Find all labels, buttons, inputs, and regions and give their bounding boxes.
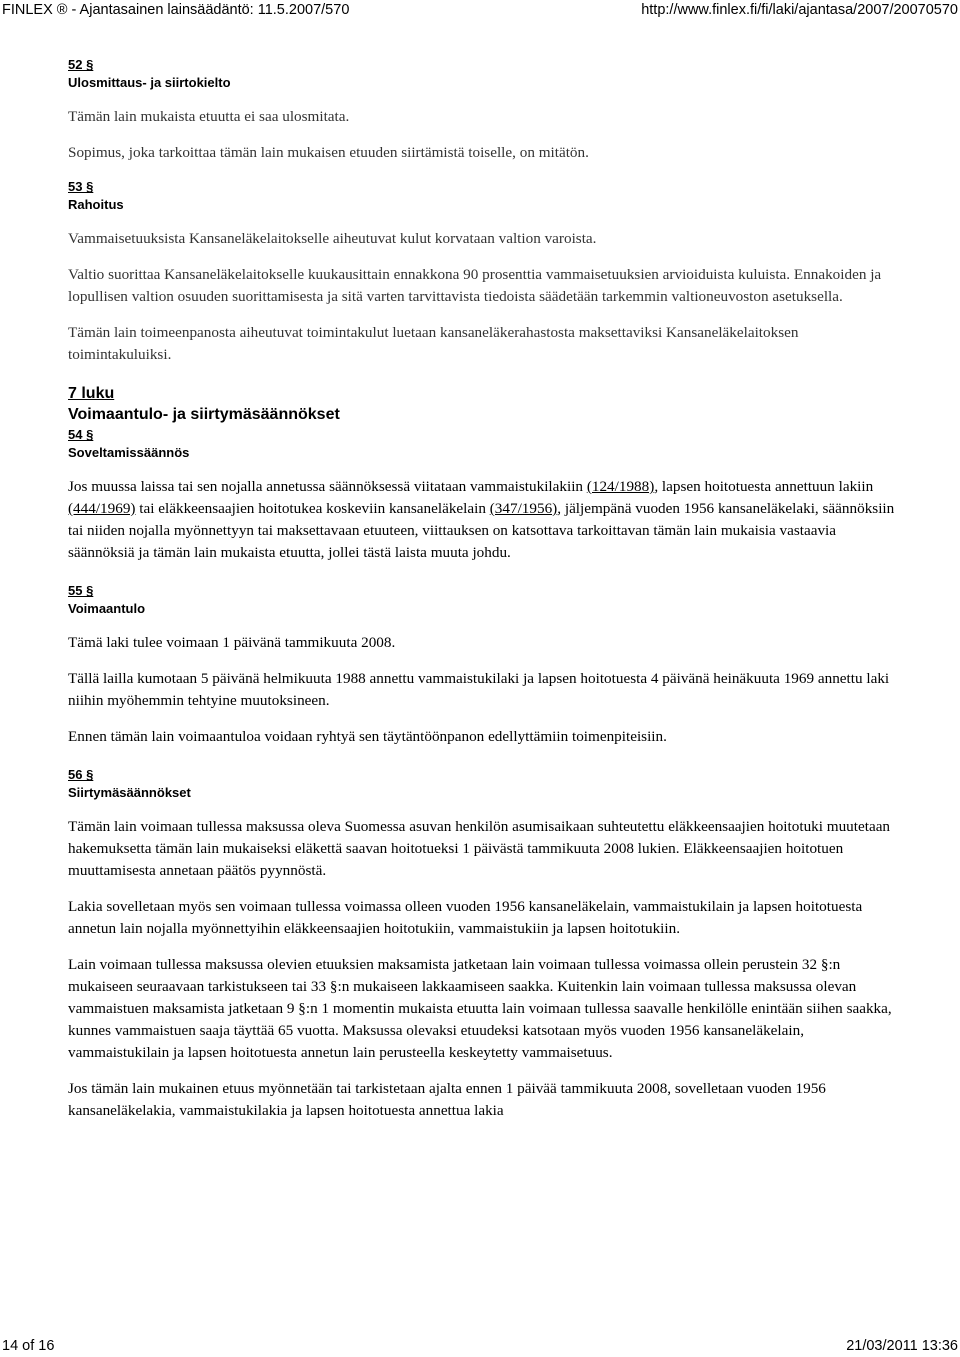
section-title: Ulosmittaus- ja siirtokielto [68, 75, 231, 90]
text-run: tai eläkkeensaajien hoitotukea koskeviin kansaneläkelain [135, 500, 490, 517]
section-title: Voimaantulo [68, 601, 146, 616]
paragraph: Sopimus, joka tarkoittaa tämän lain mukaisen etuuden siirtämistä toiselle, on mitätön. [68, 144, 589, 161]
paragraph: Jos tämän lain mukainen etuus myönnetään tai tarkistetaan ajalta ennen 1 päivää tammikuuta 2008, sovelletaan vuoden 1956 kansaneläkelakia, vammaistukilakia ja lapsen hoitotuesta annettua lakia [68, 1080, 826, 1119]
law-reference-link[interactable]: (347/1956) [489, 500, 558, 517]
paragraph: Tällä lailla kumotaan 5 päivänä helmikuuta 1988 annettu vammaistukilaki ja lapsen hoitotuesta 4 päivänä heinäkuuta 1969 annettu laki niihin myöhemmin tehtyine muutoksineen. [68, 670, 890, 709]
paragraph: Valtio suorittaa Kansaneläkelaitokselle kuukausittain ennakkona 90 prosenttia vammaisetuuksien arvioiduista kuluista. Ennakoiden ja lopullisen valtion osuuden suorittamisesta ja sitä varten tarvittavista tiedoista säädetään tarkemmin valtioneuvoston asetuksella. [68, 266, 882, 305]
section-53 [68, 178, 898, 366]
section-number[interactable]: 54 § [68, 427, 94, 442]
section-number[interactable]: 52 § [68, 57, 94, 72]
section-56 [68, 766, 898, 1122]
paragraph: Tämä laki tulee voimaan 1 päivänä tammikuuta 2008. [68, 634, 396, 651]
paragraph: Lakia sovelletaan myös sen voimaan tullessa voimassa olleen vuoden 1956 kansaneläkelain, vammaistukilain ja lapsen hoitotuesta annetun lain nojalla myönnettyihin eläkkeensaajien hoitotukiin, vammaistukiin ja lapsen hoitotukiin. [68, 898, 863, 937]
chapter-7 [68, 384, 898, 426]
page-counter: 14 of 16 [2, 1338, 55, 1354]
page-footer [0, 1336, 960, 1356]
text-run: , jäljempänä vuoden 1956 kansaneläkelaki, säännöksiin tai niiden nojalla myönnettyyn tai maksettavaan etuuteen, viittauksen on katsottava tarkoittavan tämän lain mukaisia vastaavia säännöksiä ja tämän lain mukaista etuutta, jollei tästä laista muuta johdu. [68, 500, 895, 561]
text-run: Jos muussa laissa tai sen nojalla annetussa säännöksessä viitataan vammaistukilakiin [68, 478, 587, 495]
section-title: Siirtymäsäännökset [68, 785, 191, 800]
paragraph: Tämän lain toimeenpanosta aiheutuvat toimintakulut luetaan kansaneläkerahastosta maksettaviksi Kansaneläkelaitoksen toimintakuluiksi. [68, 324, 799, 363]
law-reference-link[interactable]: (124/1988) [586, 478, 655, 495]
text-run: , lapsen hoitotuesta annettuun lakiin [654, 478, 874, 495]
chapter-number[interactable]: 7 luku [68, 385, 115, 402]
section-title: Rahoitus [68, 197, 124, 212]
paragraph: Vammaisetuuksista Kansaneläkelaitokselle aiheutuvat kulut korvataan valtion varoista. [68, 230, 597, 247]
section-55 [68, 582, 898, 748]
paragraph: Tämän lain voimaan tullessa maksussa oleva Suomessa asuvan henkilön asumisaikaan suhteutettu eläkkeensaajien hoitotuki muutetaan hakemuksetta tämän lain mukaiseksi eläkettä saavan hoitotueksi 1 päivästä tammikuuta 2008 lukien. Eläkkeensaajien hoitotuen muuttamisesta annetaan päätös pyynnöstä. [68, 818, 891, 879]
print-timestamp: 21/03/2011 13:36 [846, 1338, 958, 1354]
page-header [0, 0, 960, 28]
law-reference-link[interactable]: (444/1969) [68, 500, 136, 517]
section-54 [68, 426, 898, 564]
section-title: Soveltamissäännös [68, 445, 190, 460]
paragraph [68, 476, 898, 564]
chapter-title: Voimaantulo- ja siirtymäsäännökset [68, 406, 340, 423]
header-url: http://www.finlex.fi/fi/laki/ajantasa/2007/20070570 [641, 2, 958, 18]
paragraph: Ennen tämän lain voimaantuloa voidaan ryhtyä sen täytäntöönpanon edellyttämiin toimenpiteisiin. [68, 728, 667, 745]
section-number[interactable]: 55 § [68, 583, 94, 598]
header-title: FINLEX ® - Ajantasainen lainsäädäntö: 11.5.2007/570 [2, 2, 350, 18]
paragraph: Tämän lain mukaista etuutta ei saa ulosmitata. [68, 108, 350, 125]
section-52 [68, 56, 898, 164]
section-number[interactable]: 53 § [68, 179, 94, 194]
paragraph: Lain voimaan tullessa maksussa olevien etuuksien maksamista jatketaan lain voimaan tullessa voimassa ollein perustein 32 §:n mukaiseen seuraavaan tarkistukseen tai 33 §:n mukaiseen lakkaamiseen saakka. Kuitenkin lain voimaan tullessa maksussa olevan vammaistuen maksamista jatketaan 9 §:n 1 momentin mukaista etuutta lain voimaan tullessa saavalle henkilölle enintään siihen saakka, kunnes vammaistuen saaja täyttää 65 vuotta. Maksussa olevaksi etuudeksi katsotaan myös vuoden 1956 kansaneläkelain, vammaistukilain ja lapsen hoitotuesta annetun lain perusteella keskeytetty vammaisetuus. [68, 956, 892, 1061]
document-body [68, 56, 898, 1122]
section-number[interactable]: 56 § [68, 767, 94, 782]
